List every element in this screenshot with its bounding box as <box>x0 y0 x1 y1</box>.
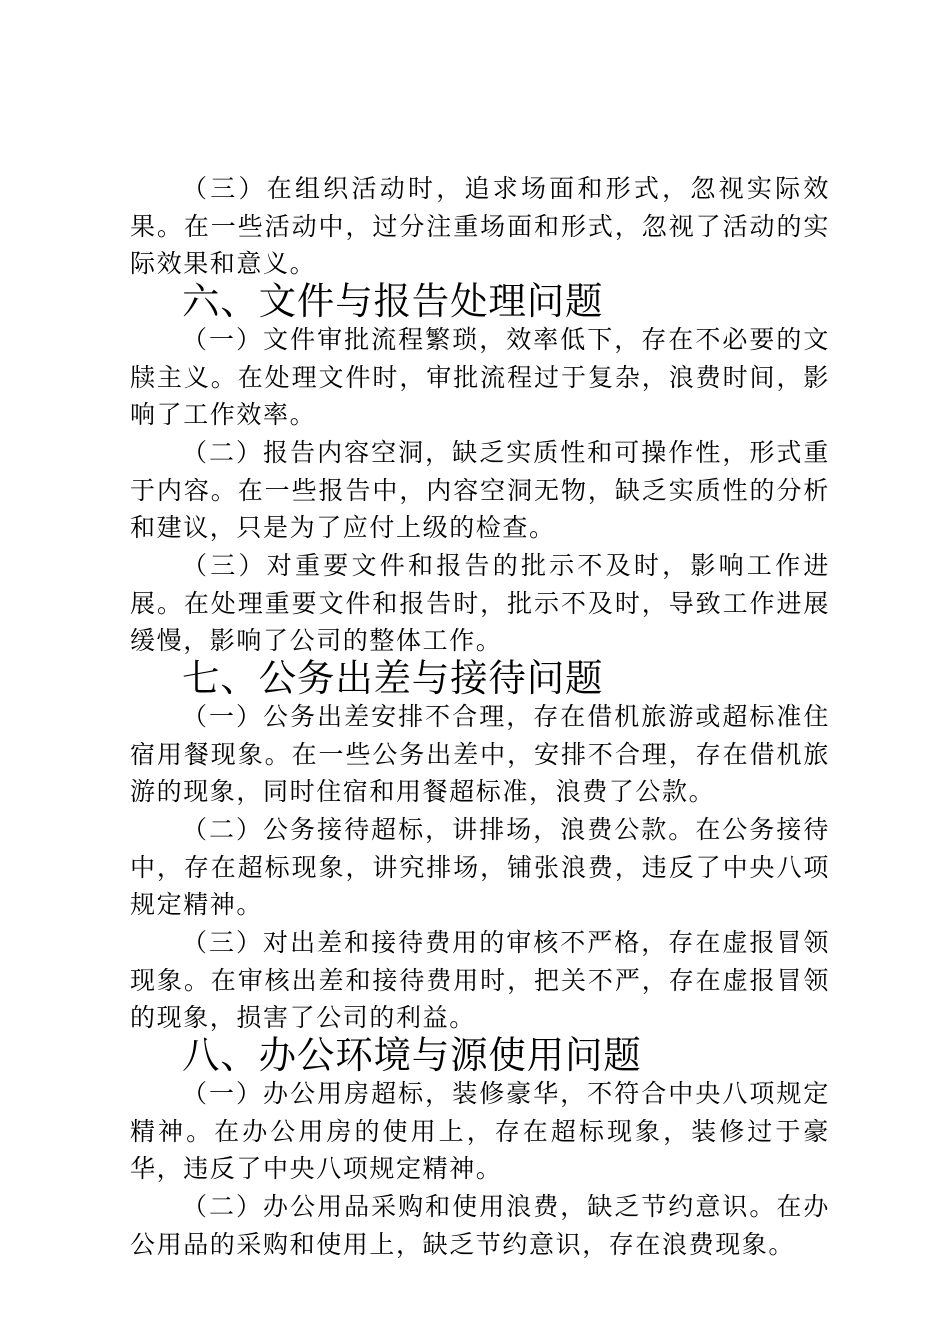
paragraph-office-space: （一）办公用房超标，装修豪华，不符合中央八项规定精神。在办公用房的使用上，存在超标现象，装修过于豪华，违反了中央八项规定精神。 <box>130 1078 830 1184</box>
paragraph-activity-formalism: （三）在组织活动时，追求场面和形式，忽视实际效果。在一些活动中，过分注重场面和形式，忽视了活动的实际效果和意义。 <box>130 174 830 279</box>
section-heading-document-report: 六、文件与报告处理问题 <box>182 279 604 324</box>
paragraph-expense-review: （三）对出差和接待费用的审核不严格，存在虚报冒领现象。在审核出差和接待费用时，把关不严，存在虚报冒领的现象，损害了公司的利益。 <box>130 928 830 1033</box>
document-page <box>130 170 830 1263</box>
paragraph-reception-standard: （二）公务接待超标，讲排场，浪费公款。在公务接待中，存在超标现象，讲究排场，铺张浪费，违反了中央八项规定精神。 <box>130 814 830 920</box>
paragraph-travel-arrangement: （一）公务出差安排不合理，存在借机旅游或超标准住宿用餐现象。在一些公务出差中，安排不合理，存在借机旅游的现象，同时住宿和用餐超标准，浪费了公款。 <box>130 701 830 807</box>
section-heading-office-environment: 八、办公环境与源使用问题 <box>182 1033 642 1078</box>
paragraph-instruction-delay: （三）对重要文件和报告的批示不及时，影响工作进展。在处理重要文件和报告时，批示不及时，导致工作进展缓慢，影响了公司的整体工作。 <box>130 551 830 656</box>
paragraph-office-supplies: （二）办公用品采购和使用浪费，缺乏节约意识。在办公用品的采购和使用上，缺乏节约意识，存在浪费现象。 <box>130 1191 830 1259</box>
paragraph-approval-process: （一）文件审批流程繁琐，效率低下，存在不必要的文牍主义。在处理文件时，审批流程过于复杂，浪费时间，影响了工作效率。 <box>130 324 830 430</box>
paragraph-report-content: （二）报告内容空洞，缺乏实质性和可操作性，形式重于内容。在一些报告中，内容空洞无物，缺乏实质性的分析和建议，只是为了应付上级的检查。 <box>130 437 830 543</box>
section-heading-travel-reception: 七、公务出差与接待问题 <box>182 656 604 701</box>
